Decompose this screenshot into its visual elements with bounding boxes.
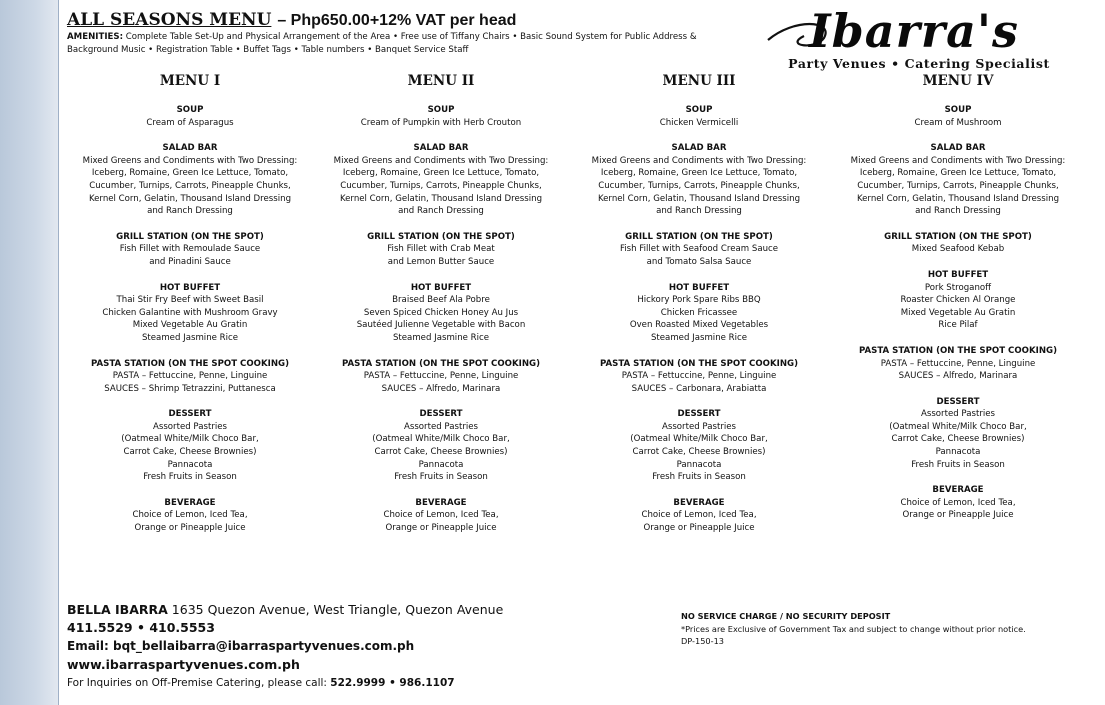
menu-item-line: Pannacota xyxy=(167,459,213,470)
menu-item-line: Hickory Pork Spare Ribs BBQ xyxy=(637,295,761,306)
menu-item-line: Mixed Greens and Condiments with Two Dressing: xyxy=(333,155,549,166)
menu-item-line: PASTA – Fettuccine, Penne, Linguine xyxy=(880,358,1036,369)
menu-item-line: Iceberg, Romaine, Green Ice Lettuce, Tomato, xyxy=(600,168,798,179)
menu-item-line: Oven Roasted Mixed Vegetables xyxy=(629,320,769,331)
section-heading: DESSERT xyxy=(168,409,212,420)
menu-item-line: and Ranch Dressing xyxy=(915,206,1001,217)
menu-item-line: Steamed Jasmine Rice xyxy=(650,332,748,343)
menu-item-line: Cream of Mushroom xyxy=(914,117,1002,128)
menu-section xyxy=(316,142,566,218)
logo-script-text: Ibarra's xyxy=(809,4,1019,58)
amenities-line-2: Background Music • Registration Table • Buffet Tags • Table numbers • Banquet Service Staff xyxy=(67,45,469,55)
section-heading: BEVERAGE xyxy=(673,497,725,508)
menu-column-2 xyxy=(316,72,566,548)
menu-document-page xyxy=(58,0,1105,705)
contact-block xyxy=(67,599,627,692)
menu-section xyxy=(316,497,566,535)
menu-section xyxy=(316,358,566,396)
section-heading: SOUP xyxy=(944,105,972,115)
section-heading: GRILL STATION (ON THE SPOT) xyxy=(625,231,773,242)
menu-item-line: Carrot Cake, Cheese Brownies) xyxy=(123,447,257,458)
section-heading: SOUP xyxy=(427,105,455,115)
menu-item-line: Pannacota xyxy=(418,459,464,470)
menu-item-line: Pork Stroganoff xyxy=(924,282,992,293)
menu-section xyxy=(65,358,315,396)
menu-section xyxy=(833,484,1083,522)
menu-item-line: Pannacota xyxy=(935,447,981,458)
menu-section xyxy=(574,104,824,129)
menu-section xyxy=(574,408,824,484)
menu-item-line: and Pinadini Sauce xyxy=(149,256,231,267)
menu-title: ALL SEASONS MENU xyxy=(67,10,272,30)
price-per-head: – Php650.00+12% VAT per head xyxy=(277,12,517,29)
menu-item-line: Carrot Cake, Cheese Brownies) xyxy=(632,447,766,458)
section-heading: SALAD BAR xyxy=(413,143,469,154)
menu-section xyxy=(65,231,315,269)
section-heading: DESSERT xyxy=(419,409,463,420)
price-disclaimer: *Prices are Exclusive of Government Tax and subject to change without prior notice. xyxy=(681,623,1026,634)
menu-item-line: Choice of Lemon, Iced Tea, xyxy=(641,510,757,521)
menu-item-line: Mixed Greens and Condiments with Two Dressing: xyxy=(82,155,298,166)
menu-item-line: Roaster Chicken Al Orange xyxy=(900,295,1016,306)
venue-website: www.ibarraspartyvenues.com.ph xyxy=(67,657,300,672)
menu-item-line: Choice of Lemon, Iced Tea, xyxy=(900,497,1016,508)
menu-item-line: Choice of Lemon, Iced Tea, xyxy=(383,510,499,521)
menu-section xyxy=(65,408,315,484)
section-heading: PASTA STATION (ON THE SPOT COOKING) xyxy=(858,345,1058,356)
menu-item-line: PASTA – Fettuccine, Penne, Linguine xyxy=(363,371,519,382)
menu-item-line: Iceberg, Romaine, Green Ice Lettuce, Tomato, xyxy=(859,168,1057,179)
menu-section xyxy=(574,497,824,535)
menu-item-line: Seven Spiced Chicken Honey Au Jus xyxy=(363,307,519,318)
section-heading: SALAD BAR xyxy=(162,143,218,154)
menu-item-line: Mixed Vegetable Au Gratin xyxy=(132,320,248,331)
menu-section xyxy=(316,231,566,269)
menu-item-line: Assorted Pastries xyxy=(403,421,479,432)
menu-item-line: Chicken Vermicelli xyxy=(659,117,739,128)
menu-item-line: Assorted Pastries xyxy=(152,421,228,432)
section-heading: PASTA STATION (ON THE SPOT COOKING) xyxy=(599,358,799,369)
menu-item-line: Choice of Lemon, Iced Tea, xyxy=(132,510,248,521)
menu-item-line: Iceberg, Romaine, Green Ice Lettuce, Tomato, xyxy=(342,168,540,179)
menu-item-line: (Oatmeal White/Milk Choco Bar, xyxy=(889,421,1027,432)
document-code: DP-150-13 xyxy=(681,636,725,647)
menu-item-line: Mixed Seafood Kebab xyxy=(911,244,1005,255)
menu-section xyxy=(65,497,315,535)
menu-item-line: Chicken Galantine with Mushroom Gravy xyxy=(102,307,278,318)
menu-section xyxy=(574,142,824,218)
section-heading: SALAD BAR xyxy=(671,143,727,154)
menu-section xyxy=(833,231,1083,256)
menu-section xyxy=(65,104,315,129)
menu-item-line: Cream of Asparagus xyxy=(146,117,234,128)
menu-section xyxy=(833,269,1083,332)
section-heading: BEVERAGE xyxy=(932,485,984,496)
menu-section xyxy=(574,282,824,345)
ibarras-logo xyxy=(764,6,1064,72)
menu-item-line: Fresh Fruits in Season xyxy=(394,472,488,483)
menu-item-line: (Oatmeal White/Milk Choco Bar, xyxy=(372,434,510,445)
menu-item-line: Mixed Greens and Condiments with Two Dressing: xyxy=(591,155,807,166)
section-heading: BEVERAGE xyxy=(415,497,467,508)
menu-item-line: SAUCES – Alfredo, Marinara xyxy=(381,383,501,394)
menu-item-line: Fresh Fruits in Season xyxy=(143,472,237,483)
menu-section xyxy=(316,408,566,484)
menu-item-line: Kernel Corn, Gelatin, Thousand Island Dressing xyxy=(856,193,1060,204)
section-heading: SOUP xyxy=(685,105,713,115)
section-heading: BEVERAGE xyxy=(164,497,216,508)
menu-column-3 xyxy=(574,72,824,548)
menu-item-line: and Ranch Dressing xyxy=(656,206,742,217)
menu-item-line: Carrot Cake, Cheese Brownies) xyxy=(374,447,508,458)
section-heading: SALAD BAR xyxy=(930,143,986,154)
menu-item-line: Mixed Greens and Condiments with Two Dressing: xyxy=(850,155,1066,166)
menu-item-line: Orange or Pineapple Juice xyxy=(134,523,246,534)
menu-item-line: PASTA – Fettuccine, Penne, Linguine xyxy=(112,371,268,382)
section-heading: PASTA STATION (ON THE SPOT COOKING) xyxy=(90,358,290,369)
menu-heading: MENU I xyxy=(159,73,221,89)
menu-item-line: Fish Fillet with Remoulade Sauce xyxy=(119,244,261,255)
amenities-text xyxy=(67,31,707,57)
logo-tagline: Party Venues • Catering Specialist xyxy=(788,56,1050,71)
menu-item-line: SAUCES – Alfredo, Marinara xyxy=(898,371,1018,382)
menu-item-line: Orange or Pineapple Juice xyxy=(385,523,497,534)
inquiry-text: For Inquiries on Off-Premise Catering, please call: xyxy=(67,677,331,689)
menu-item-line: and Ranch Dressing xyxy=(398,206,484,217)
menu-item-line: SAUCES – Carbonara, Arabiatta xyxy=(631,383,767,394)
menu-item-line: Cucumber, Turnips, Carrots, Pineapple Chunks, xyxy=(857,180,1059,191)
section-heading: SOUP xyxy=(176,105,204,115)
menu-item-line: Orange or Pineapple Juice xyxy=(902,510,1014,521)
catering-inquiry xyxy=(67,675,627,692)
menu-section xyxy=(574,358,824,396)
menu-item-line: Cucumber, Turnips, Carrots, Pineapple Chunks, xyxy=(598,180,800,191)
menu-item-line: and Ranch Dressing xyxy=(147,206,233,217)
menu-item-line: Kernel Corn, Gelatin, Thousand Island Dressing xyxy=(597,193,801,204)
menu-item-line: Fresh Fruits in Season xyxy=(911,459,1005,470)
menu-item-line: Steamed Jasmine Rice xyxy=(392,332,490,343)
menu-item-line: Chicken Fricassee xyxy=(660,307,738,318)
menu-item-line: Carrot Cake, Cheese Brownies) xyxy=(891,434,1025,445)
menu-item-line: Cucumber, Turnips, Carrots, Pineapple Chunks, xyxy=(340,180,542,191)
menu-item-line: SAUCES – Shrimp Tetrazzini, Puttanesca xyxy=(104,383,276,394)
menu-item-line: Pannacota xyxy=(676,459,722,470)
menu-column-4 xyxy=(833,72,1083,535)
menu-section xyxy=(833,396,1083,472)
menu-item-line: Sautéed Julienne Vegetable with Bacon xyxy=(356,320,526,331)
menu-item-line: Assorted Pastries xyxy=(920,409,996,420)
menu-section xyxy=(316,282,566,345)
menu-section xyxy=(833,104,1083,129)
menu-item-line: Assorted Pastries xyxy=(661,421,737,432)
menu-item-line: and Lemon Butter Sauce xyxy=(387,256,495,267)
menu-item-line: Fish Fillet with Crab Meat xyxy=(387,244,495,255)
venue-phones: 411.5529 • 410.5553 xyxy=(67,620,215,635)
page-title xyxy=(67,10,516,30)
menu-item-line: Steamed Jasmine Rice xyxy=(141,332,239,343)
menu-section xyxy=(65,142,315,218)
section-heading: GRILL STATION (ON THE SPOT) xyxy=(116,231,264,242)
venue-name: BELLA IBARRA xyxy=(67,602,168,617)
notes-block xyxy=(681,610,1101,648)
menu-section xyxy=(833,142,1083,218)
venue-email: Email: bqt_bellaibarra@ibarraspartyvenues.com.ph xyxy=(67,639,415,653)
menu-item-line: Fish Fillet with Seafood Cream Sauce xyxy=(619,244,779,255)
amenities-label: AMENITIES: xyxy=(67,32,124,42)
window-left-margin xyxy=(0,0,58,705)
section-heading: DESSERT xyxy=(936,396,980,407)
menu-item-line: Thai Stir Fry Beef with Sweet Basil xyxy=(116,295,264,306)
menu-item-line: Braised Beef Ala Pobre xyxy=(392,295,490,306)
menu-item-line: and Tomato Salsa Sauce xyxy=(646,256,752,267)
menu-item-line: Rice Pilaf xyxy=(938,320,978,331)
menu-item-line: Kernel Corn, Gelatin, Thousand Island Dressing xyxy=(88,193,292,204)
menu-item-line: PASTA – Fettuccine, Penne, Linguine xyxy=(621,371,777,382)
menu-item-line: Cream of Pumpkin with Herb Crouton xyxy=(360,117,522,128)
menu-section xyxy=(316,104,566,129)
menu-heading: MENU II xyxy=(407,73,475,89)
section-heading: PASTA STATION (ON THE SPOT COOKING) xyxy=(341,358,541,369)
venue-address: 1635 Quezon Avenue, West Triangle, Quezon Avenue xyxy=(167,602,504,617)
section-heading: HOT BUFFET xyxy=(159,282,221,293)
menu-section xyxy=(833,345,1083,383)
inquiry-phones: 522.9999 • 986.1107 xyxy=(330,677,455,689)
menu-item-line: Orange or Pineapple Juice xyxy=(643,523,755,534)
menu-section xyxy=(574,231,824,269)
menu-item-line: Fresh Fruits in Season xyxy=(652,472,746,483)
menu-heading: MENU III xyxy=(662,73,736,89)
section-heading: DESSERT xyxy=(677,409,721,420)
menu-heading: MENU IV xyxy=(922,73,994,89)
section-heading: HOT BUFFET xyxy=(668,282,730,293)
section-heading: HOT BUFFET xyxy=(410,282,472,293)
menu-section xyxy=(65,282,315,345)
menu-item-line: (Oatmeal White/Milk Choco Bar, xyxy=(121,434,259,445)
menu-item-line: Cucumber, Turnips, Carrots, Pineapple Chunks, xyxy=(89,180,291,191)
amenities-line-1: Complete Table Set-Up and Physical Arrangement of the Area • Free use of Tiffany Chairs • Basic Sound System for Public Address & xyxy=(123,32,697,42)
section-heading: GRILL STATION (ON THE SPOT) xyxy=(884,231,1032,242)
menu-column-1 xyxy=(65,72,315,548)
section-heading: HOT BUFFET xyxy=(927,269,989,280)
section-heading: GRILL STATION (ON THE SPOT) xyxy=(367,231,515,242)
no-charge-note: NO SERVICE CHARGE / NO SECURITY DEPOSIT xyxy=(681,611,891,621)
menu-item-line: Kernel Corn, Gelatin, Thousand Island Dressing xyxy=(339,193,543,204)
menu-item-line: Iceberg, Romaine, Green Ice Lettuce, Tomato, xyxy=(91,168,289,179)
menu-item-line: (Oatmeal White/Milk Choco Bar, xyxy=(630,434,768,445)
menu-item-line: Mixed Vegetable Au Gratin xyxy=(900,307,1016,318)
